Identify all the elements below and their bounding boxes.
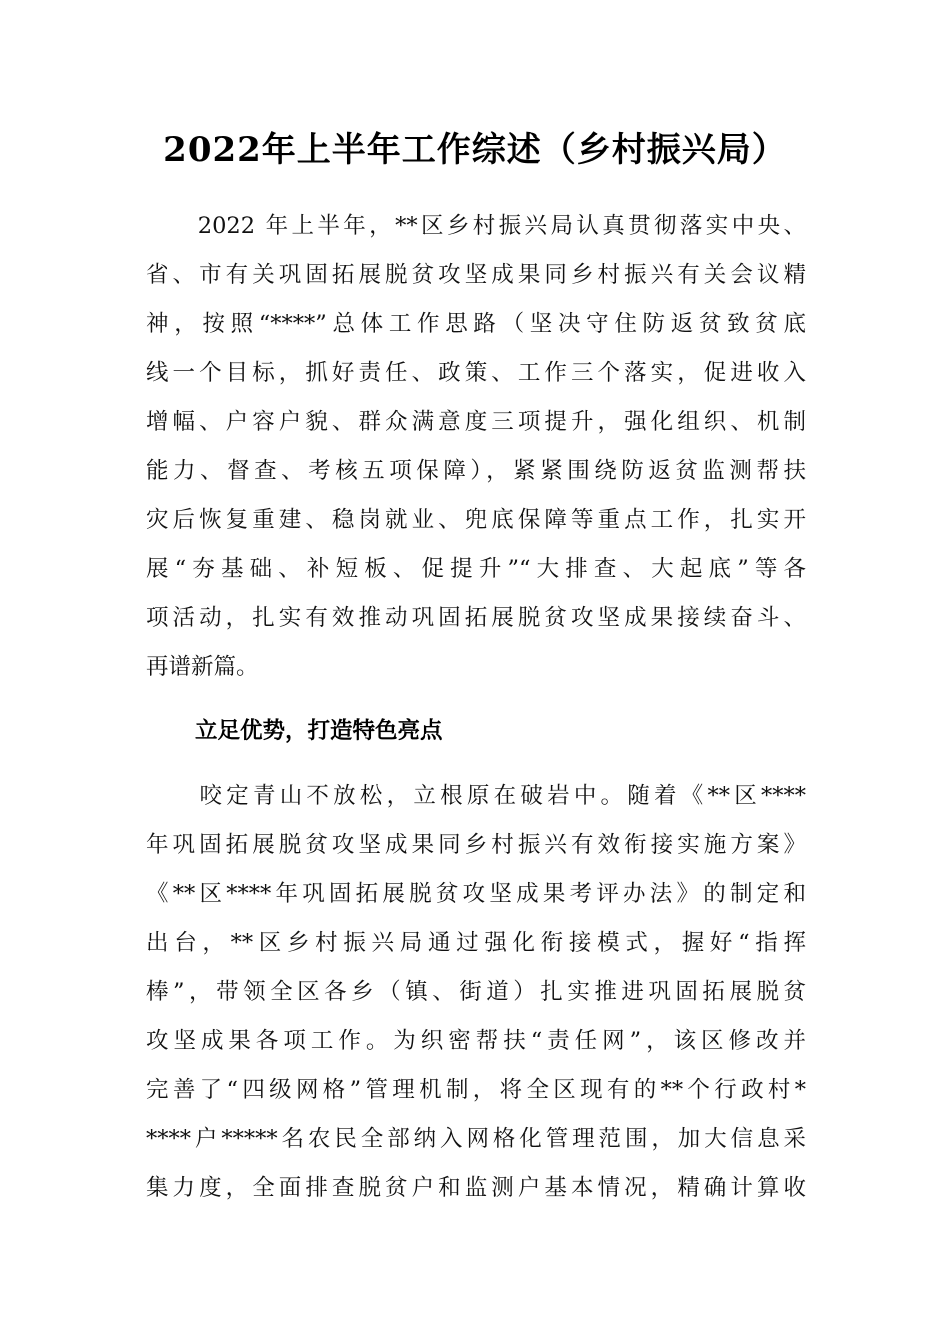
document-title: 2022年上半年工作综述（乡村振兴局） bbox=[163, 130, 787, 170]
paragraph-line: 出台，**区乡村振兴局通过强化衔接模式，握好“指挥 bbox=[146, 930, 806, 956]
paragraph-line: 《**区****年巩固拓展脱贫攻坚成果考评办法》的制定和 bbox=[146, 881, 806, 907]
section-heading: 立足优势，打造特色亮点 bbox=[195, 718, 443, 744]
paragraph-line: 增幅、户容户貌、群众满意度三项提升，强化组织、机制 bbox=[146, 409, 806, 435]
paragraph-line: 咬定青山不放松，立根原在破岩中。随着《**区**** bbox=[146, 783, 806, 809]
paragraph-line: 再谱新篇。 bbox=[146, 654, 259, 680]
paragraph-line: 攻坚成果各项工作。为织密帮扶“责任网”，该区修改并 bbox=[146, 1028, 806, 1054]
paragraph-line: 省、市有关巩固拓展脱贫攻坚成果同乡村振兴有关会议精 bbox=[146, 262, 806, 288]
paragraph-line: 线一个目标，抓好责任、政策、工作三个落实，促进收入 bbox=[146, 360, 806, 386]
paragraph-line: 年巩固拓展脱贫攻坚成果同乡村振兴有效衔接实施方案》 bbox=[146, 832, 806, 858]
paragraph-line: 展“夯基础、补短板、促提升”“大排查、大起底”等各 bbox=[146, 556, 806, 582]
paragraph-line: 2022 年上半年，**区乡村振兴局认真贯彻落实中央、 bbox=[146, 213, 806, 239]
paragraph-line: 完善了“四级网格”管理机制，将全区现有的**个行政村* bbox=[146, 1077, 806, 1103]
paragraph-line: 棒”，带领全区各乡（镇、街道）扎实推进巩固拓展脱贫 bbox=[146, 979, 806, 1005]
paragraph-line: 能力、督查、考核五项保障），紧紧围绕防返贫监测帮扶 bbox=[146, 458, 806, 484]
paragraph-line: 项活动，扎实有效推动巩固拓展脱贫攻坚成果接续奋斗、 bbox=[146, 605, 806, 631]
paragraph-line: 灾后恢复重建、稳岗就业、兜底保障等重点工作，扎实开 bbox=[146, 507, 806, 533]
paragraph-line: 神，按照“****”总体工作思路（坚决守住防返贫致贫底 bbox=[146, 311, 806, 337]
paragraph-line: ****户*****名农民全部纳入网格化管理范围，加大信息采 bbox=[146, 1126, 806, 1152]
paragraph-line: 集力度，全面排查脱贫户和监测户基本情况，精确计算收 bbox=[146, 1175, 806, 1201]
